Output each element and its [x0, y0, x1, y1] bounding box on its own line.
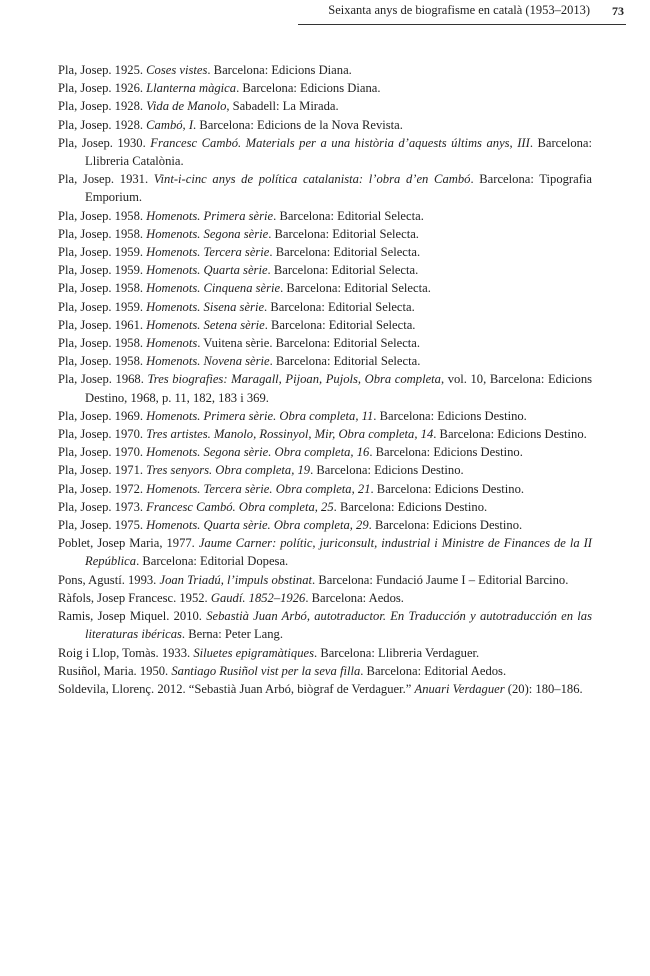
entry-title: Siluetes epigramàtiques [193, 645, 315, 660]
entry-author-year: Pla, Josep. 1971. [58, 463, 147, 478]
bibliography-entry [58, 279, 592, 297]
entry-title: Homenots. Segona sèrie. Obra completa, 16 [146, 445, 370, 460]
bibliography-entry [58, 243, 592, 261]
entry-publisher: . Barcelona: Editorial Selecta. [268, 226, 419, 241]
bibliography-entry [58, 261, 592, 279]
entry-title: Llanterna màgica [146, 81, 237, 96]
entry-publisher: . Barcelona: Edicions Destino. [368, 518, 523, 533]
entry-title: Cambó, I [146, 117, 194, 132]
entry-publisher: . Barcelona: Edicions Destino. [373, 408, 527, 423]
entry-publisher: . Barcelona: Edicions Destino. [333, 499, 488, 514]
entry-author-year: Pla, Josep. 1973. [58, 499, 147, 514]
entry-publisher: . Barcelona: Editorial Selecta. [264, 317, 416, 332]
entry-author-year: Pla, Josep. 1961. [58, 317, 147, 332]
page-number: 73 [612, 4, 624, 18]
entry-title: Tres biografies: Maragall, Pijoan, Pujols, Obra completa [147, 372, 441, 387]
entry-publisher: . Barcelona: Edicions Destino. [370, 481, 525, 496]
entry-publisher: . Barcelona: Editorial Aedos. [360, 663, 507, 678]
entry-title: Homenots. Primera sèrie. Obra completa, 11 [146, 408, 374, 423]
entry-author-year: Pla, Josep. 1931. [58, 172, 154, 187]
entry-author-year: Rusiñol, Maria. 1950. [58, 663, 172, 678]
entry-publisher: . Barcelona: Llibreria Catalònia. [85, 135, 593, 169]
entry-author-year: Pla, Josep. 1972. [58, 481, 147, 496]
entry-publisher: . Barcelona: Edicions Destino. [310, 463, 464, 478]
entry-author-year: Pla, Josep. 1958. [58, 208, 147, 223]
bibliography-entry [58, 589, 592, 607]
bibliography-entry [58, 170, 592, 206]
entry-author-year: Pla, Josep. 1970. [58, 427, 147, 442]
header-rule [298, 24, 626, 25]
entry-author-year: Pla, Josep. 1959. [58, 263, 147, 278]
bibliography-entry [58, 571, 592, 589]
entry-title: Sebastià Juan Arbó, autotraductor. En Traducción y autotraducción en las literaturas ibéricas [85, 609, 592, 642]
bibliography-entry [58, 480, 592, 498]
bibliography-entry [58, 134, 592, 170]
entry-author-year: Ramis, Josep Miquel. 2010. [58, 609, 207, 624]
bibliography-entry [58, 334, 592, 352]
entry-author-year: Pla, Josep. 1928. [58, 117, 147, 132]
bibliography-entry [58, 607, 592, 643]
entry-title: Anuari Verdaguer [414, 681, 505, 696]
entry-title: Vint-i-cinc anys de política catalanista: l’obra d’en Cambó [153, 172, 471, 187]
bibliography-entry [58, 352, 592, 370]
entry-author-year: Pla, Josep. 1958. [58, 226, 147, 241]
entry-title: Homenots. Tercera sèrie. Obra completa, 21 [146, 481, 371, 496]
entry-author-year: Pla, Josep. 1975. [58, 518, 147, 533]
entry-title: Homenots. Primera sèrie [146, 208, 274, 223]
bibliography-entry [58, 534, 592, 570]
bibliography-entry [58, 680, 592, 698]
bibliography-entry [58, 425, 592, 443]
entry-author-year: Pla, Josep. 1958. [58, 354, 147, 369]
bibliography-entry [58, 225, 592, 243]
entry-title: Homenots. Sisena sèrie [146, 299, 265, 314]
entry-publisher: . Barcelona: Editorial Selecta. [280, 281, 431, 296]
entry-publisher: . Barcelona: Editorial Selecta. [269, 354, 421, 369]
entry-title: Jaume Carner: polític, juriconsult, industrial i Ministre de Finances de la II República [85, 536, 592, 569]
bibliography-entry [58, 644, 592, 662]
entry-author-year: Poblet, Josep Maria, 1977. [58, 536, 199, 551]
entry-publisher: . Barcelona: Editorial Selecta. [264, 299, 415, 314]
entry-title: Homenots. Tercera sèrie [146, 245, 270, 260]
entry-title: Santiago Rusiñol vist per la seva filla [171, 663, 361, 678]
entry-title: Homenots. Quarta sèrie [146, 263, 268, 278]
bibliography-list [58, 61, 592, 698]
entry-publisher: . Barcelona: Llibreria Verdaguer. [314, 645, 480, 660]
entry-author-year: Pla, Josep. 1930. [58, 135, 151, 150]
entry-author-year: Pla, Josep. 1958. [58, 281, 147, 296]
entry-publisher: . Barcelona: Aedos. [305, 590, 404, 605]
entry-publisher: . Barcelona: Editorial Selecta. [273, 208, 424, 223]
running-header [0, 0, 650, 24]
entry-author-year: Soldevila, Llorenç. 2012. “Sebastià Juan Arbó, biògraf de Verdaguer.” [58, 681, 415, 696]
entry-author-year: Pla, Josep. 1925. [58, 63, 147, 77]
bibliography-entry [58, 662, 592, 680]
entry-title: Homenots. Setena sèrie [146, 317, 265, 332]
entry-publisher: . Barcelona: Editorial Selecta. [269, 245, 421, 260]
entry-title: Homenots. Segona sèrie [146, 226, 269, 241]
entry-author-year: Pla, Josep. 1959. [58, 245, 147, 260]
entry-publisher: . Barcelona: Fundació Jaume I – Editorial Barcino. [312, 572, 569, 587]
bibliography-entry [58, 407, 592, 425]
entry-publisher: . Barcelona: Edicions Destino. [433, 427, 587, 442]
entry-title: Homenots. Novena sèrie [146, 354, 270, 369]
bibliography-entry [58, 116, 592, 134]
entry-publisher: , Sabadell: La Mirada. [226, 99, 339, 114]
entry-author-year: Pla, Josep. 1926. [58, 81, 147, 96]
entry-author-year: Pla, Josep. 1958. [58, 336, 147, 351]
entry-title: Homenots. Quarta sèrie. Obra completa, 29 [146, 518, 369, 533]
entry-publisher: . Barcelona: Edicions Destino. [369, 445, 523, 460]
entry-author-year: Roig i Llop, Tomàs. 1933. [58, 645, 194, 660]
entry-title: Homenots [146, 336, 198, 351]
bibliography-entry [58, 298, 592, 316]
entry-title: Vida de Manolo [146, 99, 227, 114]
entry-publisher: . Barcelona: Editorial Selecta. [267, 263, 419, 278]
entry-author-year: Pla, Josep. 1969. [58, 408, 147, 423]
entry-title: Gaudí. 1852–1926 [210, 590, 306, 605]
entry-title: Francesc Cambó. Obra completa, 25 [146, 499, 334, 514]
entry-title: Francesc Cambó. Materials per a una història d’aquests últims anys, III [150, 135, 530, 150]
entry-title: Joan Triadú, l’impuls obstinat [159, 572, 313, 587]
entry-author-year: Pons, Agustí. 1993. [58, 572, 160, 587]
entry-publisher: . Barcelona: Edicions Diana. [207, 63, 352, 77]
entry-author-year: Pla, Josep. 1928. [58, 99, 147, 114]
bibliography-entry [58, 370, 592, 406]
entry-author-year: Pla, Josep. 1959. [58, 299, 147, 314]
entry-author-year: Pla, Josep. 1968. [58, 372, 148, 387]
bibliography-entry [58, 61, 592, 79]
bibliography-entry [58, 443, 592, 461]
entry-publisher: . Barcelona: Edicions Diana. [236, 81, 381, 96]
entry-title: Tres artistes. Manolo, Rossinyol, Mir, Obra completa, 14 [146, 427, 434, 442]
bibliography-entry [58, 461, 592, 479]
bibliography-entry [58, 97, 592, 115]
entry-publisher: , vol. 10, Barcelona: Edicions Destino, 1968, p. 11, 182, 183 i 369. [85, 372, 593, 405]
bibliography-entry [58, 498, 592, 516]
entry-publisher: . Berna: Peter Lang. [181, 627, 283, 642]
bibliography-entry [58, 79, 592, 97]
entry-author-year: Ràfols, Josep Francesc. 1952. [58, 590, 211, 605]
bibliography-entry [58, 316, 592, 334]
entry-publisher: . Barcelona: Tipografia Emporium. [85, 172, 592, 205]
running-header-title: Seixanta anys de biografisme en català (1953–2013) [328, 3, 590, 17]
entry-publisher: (20): 180–186. [504, 681, 583, 696]
entry-publisher: . Vuitena sèrie. Barcelona: Editorial Selecta. [197, 336, 421, 351]
entry-title: Tres senyors. Obra completa, 19 [146, 463, 311, 478]
entry-publisher: . Barcelona: Edicions de la Nova Revista. [193, 117, 403, 132]
entry-title: Coses vistes [146, 63, 208, 77]
bibliography-entry [58, 516, 592, 534]
entry-title: Homenots. Cinquena sèrie [146, 281, 281, 296]
entry-publisher: . Barcelona: Editorial Dopesa. [136, 554, 289, 569]
bibliography-entry [58, 207, 592, 225]
entry-author-year: Pla, Josep. 1970. [58, 445, 147, 460]
